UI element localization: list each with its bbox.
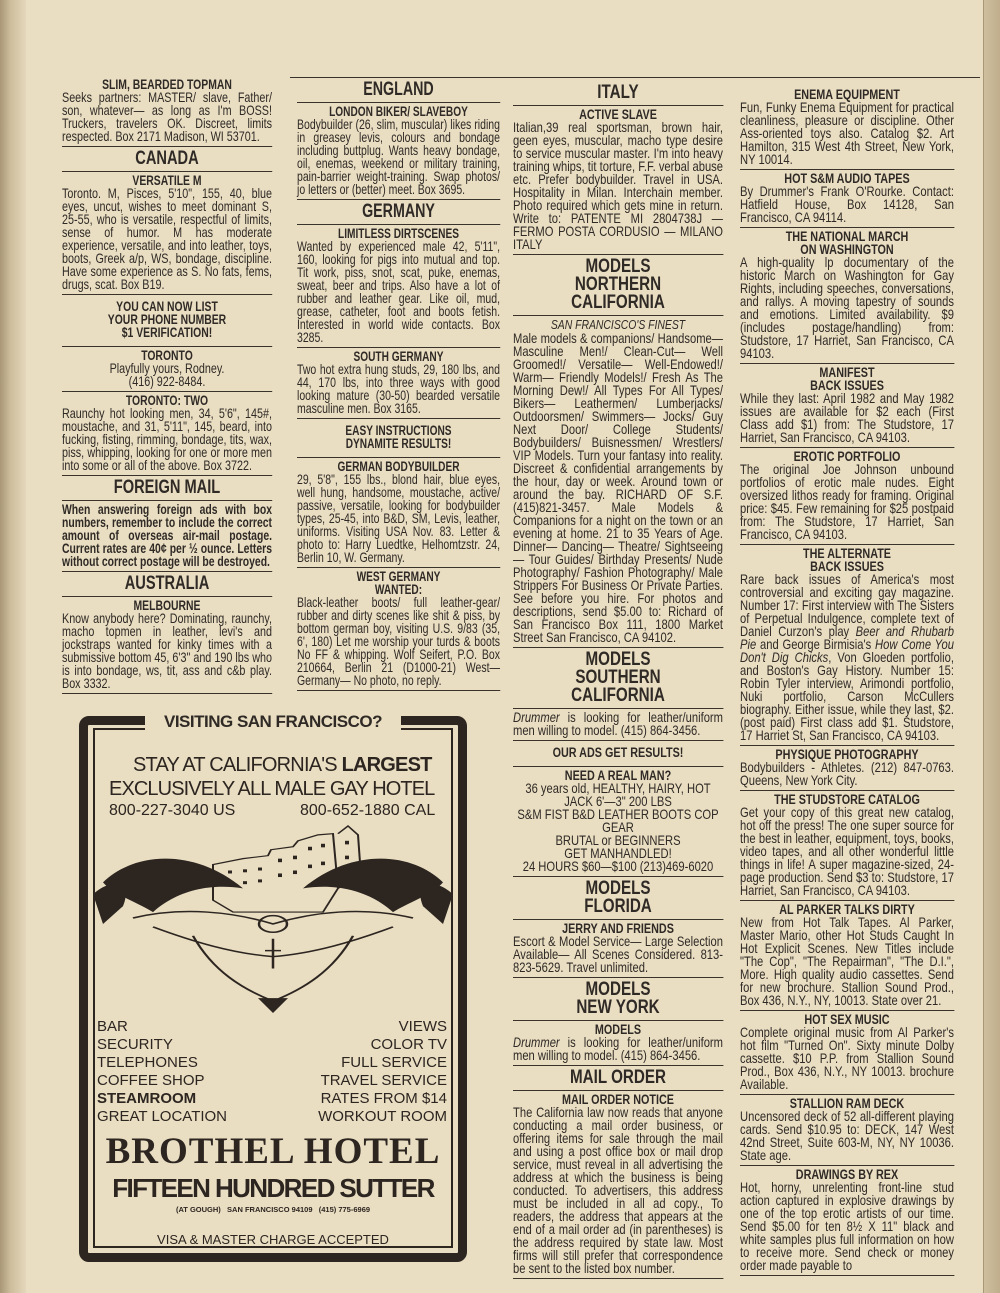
italic-text: Drummer [513,1034,560,1050]
ad-title: TORONTO [141,348,193,363]
amenity: COLOR TV [370,1036,447,1053]
column-1 [62,76,272,694]
classified-ad [62,392,272,476]
ad-title: NEED A REAL MAN? [564,768,672,783]
classified-ad [513,709,723,741]
ad-body: Two hot extra hung studs, 29, 180 lbs, and 44, 170 lbs, into three ways with good looking mature (30-50) bearded versatile masculine men. Box 3165. [297,361,500,416]
body-text: is looking for leather/uniform men willing to model. (415) 864-3456. [513,709,723,738]
ad-title: MELBOURNE [133,598,201,613]
section-heading: AUSTRALIA [62,572,272,597]
section-heading: GERMANY [297,200,500,225]
amenity: TELEPHONES [97,1054,198,1071]
ad-banner: VISITING SAN FRANCISCO? [145,710,401,734]
ad-title: SOUTH GERMANY [353,349,444,364]
ad-body: Bodybuilder (26, slim, muscular) likes riding in greasey levis, colours and bondage including buttplug. Wants heavy bondage, oil, enemas, weekend or military training, pain-barrier weight-training. Swap photos/ jo letters or (better) meet. Box 3695. [297,116,500,197]
promo-notice: YOU CAN NOW LIST YOUR PHONE NUMBER $1 VERIFICATION! [62,295,272,347]
section-heading: MODELS NORTHERN CALIFORNIA [513,255,723,316]
amenity: SECURITY [97,1036,173,1053]
ad-title: THE ALTERNATE BACK ISSUES [803,546,891,574]
ad-body: A high-quality lp documentary of the historic March on Washington for Gay Rights, including speeches, conversations, and rallys. A moving tapestry of sounds and emotions. Limited availability. $9 (includes postage/handling) from: Studstore, 17 Harriet, San Francisco, CA 94103. [740,254,954,361]
ad-title: EROTIC PORTFOLIO [793,449,901,464]
ad-title: THE STUDSTORE CATALOG [774,792,920,807]
classified-ad [740,1166,954,1276]
classified-ad [740,364,954,448]
body-text: Rare back issues of America's most controversial and exciting gay magazine. Number 17: First interview with The Sisters of Perpetual Indulgence, complete text of Daniel Curzon's play [740,571,954,639]
ad-title: JERRY AND FRIENDS [562,921,674,936]
ad-body: Fun, Funky Enema Equipment for practical cleanliness, pleasure or discipline. Other Ass-oriented toys also. Catalog $2. Art Hamilton, 315 West 4th Street, New York, NY 10014. [740,99,954,167]
classified-ad [740,170,954,228]
ad-title: MANIFEST BACK ISSUES [810,365,884,393]
ad-title: WEST GERMANY WANTED: [356,569,441,597]
ad-title: MAIL ORDER NOTICE [561,1092,674,1107]
ad-title: MODELS [594,1022,642,1037]
amenity: STEAMROOM [97,1090,197,1107]
amenity: WORKOUT ROOM [318,1108,447,1125]
classified-ad [513,767,723,877]
ad-title: LIMITLESS DIRTSCENES [338,226,459,241]
column-3 [513,81,723,1279]
ad-title: HOT S&M AUDIO TAPES [784,171,910,186]
ad-body: Male models & companions/ Handsome— Masculine Men!/ Clean-Cut— Well Groomed!/ Versatile— Well-Endowed!/ Warm— Friendly Models!/ Fresh As The Morning Dew!/ All Types For All Types/ Bikers— Leathermen/ Lumberjacks/ Outdoorsmen/ Swimmers— Jocks/ Guy Next Door/ College Students/ Bodybuilders/ Buisnessmen/ Wrestlers/ VIP Models. Turn your fantasy into reality. Discreet & confidential arrangements by the hour, day or week. Around town or around the bay. RICHARD OF S.F. (415)821-3457. Male Models & Companions for a night on the town or an evening at home. 21 to 35 Years of Age. Dinner— Dancing— Theatre/ Sightseeing— Tour Guides/ Birthday Presents/ Nude Photography/ Fashion Photography/ Male Strippers For Business Or Private Parties. See before you hire. For photos and descriptions, send $5.00 to: Richard of San Francisco Box 111, 1800 Market Street San Francisco, CA 94102. [513,330,723,645]
amenities-right [318,1018,447,1126]
ad-body: Escort & Model Service— Large Selection Available— All Scenes Considered. 813-823-5629. Travel unlimited. [513,933,723,975]
ad-body: Hot, horny, unrelenting front-line stud action captured in explosive drawings by one of the top erotic artists of our time. Send $5.00 for ten 8½ X 11" black and white samples plus full information on how to receive more. Send check or money order made payable to [740,1179,954,1273]
italic-text: Drummer [513,709,560,725]
classified-ad [740,1095,954,1166]
ad-title: LONDON BIKER/ SLAVEBOY [329,104,468,119]
hotel-contact: (AT GOUGH) SAN FRANCISCO 94109 (415) 775-6969 [175,1205,371,1214]
ad-body: Bodybuilders - Athletes. (212) 847-0763. Queens, New York City. [740,759,954,788]
classified-ad [513,1021,723,1066]
ad-body: Seeks partners: MASTER/ slave, Father/ son, whatever— as long as I'm BOSS! Truckers, travelers OK. Discreet, limits respected. Box 2171 Madison, WI 53701. [62,89,272,144]
classified-ad [740,1011,954,1095]
ad-title: VERSATILE M [132,173,202,188]
page-binding-shadow [0,0,26,1293]
column-4 [740,86,954,1276]
ad-body [513,1036,723,1062]
classified-ad [740,86,954,170]
amenity: VIEWS [398,1018,447,1035]
classified-ad [297,568,500,691]
ad-body: 29, 5'8", 155 lbs., blond hair, blue eyes, well hung, handsome, moustache, active/ passive, versatile, looking for bodybuilder types, 25-45, into B&D, SM, Levis, leather, uniforms. Visiting USA Nov. 83. Letter & photo to: Harry Luedtke, Helhomtzstr. 24, Berlin 10, W. Germany. [297,471,500,565]
page-edge [983,0,1000,1293]
classified-ad [740,791,954,901]
ad-body: By Drummer's Frank O'Rourke. Contact: Hatfield House, Box 14128, San Francisco, CA 94114. [740,183,954,225]
ad-title: GERMAN BODYBUILDER [337,459,460,474]
amenities-left [97,1018,227,1126]
classified-ad [740,228,954,364]
ad-body: Complete original music from Al Parker's hot film "Turned On". Sixty minute Dolby cassette. $10 P.P. from Stallion Sound Prod., Box 436, N.Y., NY 10013. brochure Available. [740,1024,954,1092]
ad-title: TORONTO: TWO [125,393,209,408]
hotel-advertisement [75,706,471,1266]
ad-title: AL PARKER TALKS DIRTY [779,902,915,917]
ad-body: Toronto. M, Pisces, 5'10", 155, 40, blue eyes, uncut, wishes to meet dominant S, 25-55, who is versatile, respectful of limits, sense of humor. M has moderate experience, versatile, and into leather, toys, boots, Greek a/p, WS, bondage, discipline. Have some experience as S. No fats, fems, drugs, scat. Box B19. [62,185,272,292]
section-heading: MODELS SOUTHERN CALIFORNIA [513,648,723,709]
classified-ad [513,1091,723,1279]
ad-title: PHYSIQUE PHOTOGRAPHY [775,747,919,762]
ad-body [513,711,723,737]
amenity: FULL SERVICE [341,1054,447,1071]
classified-ad [740,901,954,1011]
ad-title: DRAWINGS BY REX [795,1167,899,1182]
ad-phone-us: 800-227-3040 US [109,802,236,819]
ad-body: Wanted by experienced male 42, 5'11", 160, looking for pigs into mutual and top. Tit work, piss, snot, scat, puke, enemas, sweat, beer and trips. Also have a lot of rubber and leather gear. Like oil, mud, grease, catheter, foot and boots fetish. Interested in world wide contacts. Box 3285. [297,238,500,345]
ad-title: SLIM, BEARDED TOPMAN [102,77,232,92]
classified-ad [513,316,723,648]
ad-body: Know anybody here? Dominating, raunchy, macho topmen in leather, levi's and jockstraps wanted for kinky times with a submissive bottom 45, 6'3" and 190 lbs who is into bondage, ws, tit, ass and c&b play. Box 3332. [62,610,272,691]
italic-text: Beer and Rhubarb Pie [740,623,954,652]
ad-body: The original Joe Johnson unbound portfolios of erotic male nudes. Eight oversized lithos ready for framing. Original price: $45. Few remaining for $25 postpaid from: The Studstore, 17 Harriet, San Francisco, CA 94103. [740,461,954,542]
hotel-name: BROTHEL HOTEL [105,1131,441,1172]
ad-phone-cal: 800-652-1880 CAL [300,802,436,819]
section-heading: MODELS NEW YORK [513,978,723,1021]
section-heading: MAIL ORDER [513,1066,723,1091]
classified-ad [297,348,500,419]
classified-ad [513,106,723,255]
ad-body: When answering foreign ads with box numbers, remember to include the correct amount of overseas air-mail postage. Current rates are 40¢ per ½ ounce. Letters without correct postage will be destroyed. [62,502,272,569]
classified-ad [740,746,954,791]
body-text: and George Birmisia's [756,636,875,652]
amenity: COFFEE SHOP [97,1072,205,1089]
hotel-illustration [93,823,453,1013]
ad-body: Italian,39 real sportsman, brown hair, geen eyes, muscular, macho type desire to service muscular master. I'm into heavy training whips, tit torture, F.F. verbal abuse etc. Prefer bodybuilder. Travel in USA. Hospitality in Milan. Interchain member. Photo required which gets mine in return. Write to: PATENTE MI 2804738J — FERMO POSTA CORDUSIO — MILANO ITALY [513,119,723,252]
amenity: TRAVEL SERVICE [320,1072,447,1089]
classified-ad [62,597,272,694]
classified-ad [740,448,954,545]
hotel-address: FIFTEEN HUNDRED SUTTER [112,1173,434,1203]
ad-headline-text: STAY AT CALIFORNIA'S [133,754,342,776]
ad-body [740,573,954,742]
ad-title: ENEMA EQUIPMENT [794,87,900,102]
italic-text: How Come You Don't Dig Chicks [740,636,954,665]
ad-subtitle: SAN FRANCISCO'S FINEST [550,317,686,332]
ad-body: New from Hot Talk Tapes. Al Parker, Master Mario, other Hot Studs Caught In Hot Explicit Scenes. New Titles include "The Cop", "The Repairman", "The D.I.", More. High quality audio cassettes. Send for new brochure. Stallion Sound Prod., Box 436, N.Y., NY, 10013. State over 21. [740,914,954,1008]
classified-ad [62,347,272,392]
amenity: RATES FROM $14 [320,1090,447,1107]
ad-body: While they last: April 1982 and May 1982 issues are available for $2 each (First Class add $1) from: The Studstore, 17 Harriet, San Francisco, CA 94103. [740,390,954,445]
ad-body: Uncensored deck of 52 all-different playing cards. Send $10.95 to: DECK, 147 West 42nd Street, Suite 603-M, NY, NY 10036. State age. [740,1108,954,1163]
ad-headline-1 [133,754,432,776]
classified-ad [513,920,723,978]
classified-ad [297,458,500,568]
classified-ad [740,545,954,746]
classified-ad [62,501,272,572]
body-text: is looking for leather/uniform men willing to model. (415) 864-3456. [513,1034,723,1063]
ad-body: Playfully yours, Rodney. (416) 922-8484. [109,360,225,389]
amenity: GREAT LOCATION [97,1108,228,1125]
ad-body: Get your copy of this great new catalog, hot off the press! The one super source for the best in leather, equipment, toys, books, video tapes, and all other wonderful little things in life! A super magazine-sized, 24-page production. Send $3 to: Studstore, 17 Harriet, San Francisco, CA 94103. [740,804,954,898]
section-heading: ITALY [513,81,723,106]
ad-body: The California law now reads that anyone conducting a mail order business, or offering items for sale through the mail and using a post office box or mail drop service, must reveal in all advertising the address at which the business is being conducted. To advertisers, this address must be included in all ad copy., To readers, the address that appears at the end of a mail order ad (in parentheses) is the address required by state law. Most firms will still prefer that correspondence be sent to the listed box number. [513,1104,723,1276]
section-heading: CANADA [62,147,272,172]
promo-notice: EASY INSTRUCTIONS DYNAMITE RESULTS! [297,419,500,458]
column-2 [297,78,500,691]
ad-headline-2: EXCLUSIVELY ALL MALE GAY HOTEL [109,778,435,800]
classified-ad [297,103,500,200]
ad-title: STALLION RAM DECK [789,1096,905,1111]
promo-notice: OUR ADS GET RESULTS! [513,741,723,767]
classified-ad [297,225,500,348]
ad-body: Raunchy hot looking men, 34, 5'6", 145#, moustache, and 31, 5'11", 145, beard, into fucking, fisting, rimming, bondage, tits, wax, piss, whipping, looking for one or more men into some or all of the above. Box 3722. [62,405,272,473]
ad-body: Black-leather boots/ full leather-gear/ rubber and dirty scenes like shit & piss, by bottom german boy, visiting U.S. 9/83 (35, 6', 180) Let me worship your turds & boots No FF & whipping. Wolf Seifert, P.O. Box 210664, Berlin 21 (D1000-21) West— Germany— No photo, no reply. [297,594,500,688]
hotel-payment: VISA & MASTER CHARGE ACCEPTED [157,1232,389,1247]
ad-headline-bold: LARGEST [341,754,432,776]
section-heading: FOREIGN MAIL [62,476,272,501]
ad-title: ACTIVE SLAVE [579,107,657,122]
ad-body: 36 years old, HEALTHY, HAIRY, HOT JACK 6'—3" 200 LBS S&M FIST B&D LEATHER BOOTS COP GEAR BRUTAL or BEGINNERS GET MANHANDLED! 24 HOURS $60—$100 (213)469-6020 [517,780,719,874]
ad-title: THE NATIONAL MARCH ON WASHINGTON [785,229,909,257]
body-text: , Von Gloeden portfolio, and Boston's Gay History. Number 15: Robin Tyler interview, Arimondi portfolio, Nuki portfolio, Carson McCullers biography. Either issue, while they last, $2. (post paid) First class add $1. Studstore, 17 Harriet St, San Francisco, CA 94103. [740,649,954,743]
section-heading: ENGLAND [297,78,500,103]
classified-ad [62,172,272,295]
amenity: BAR [97,1018,128,1035]
classified-ad [62,76,272,147]
ad-title: HOT SEX MUSIC [804,1012,890,1027]
section-heading: MODELS FLORIDA [513,877,723,920]
